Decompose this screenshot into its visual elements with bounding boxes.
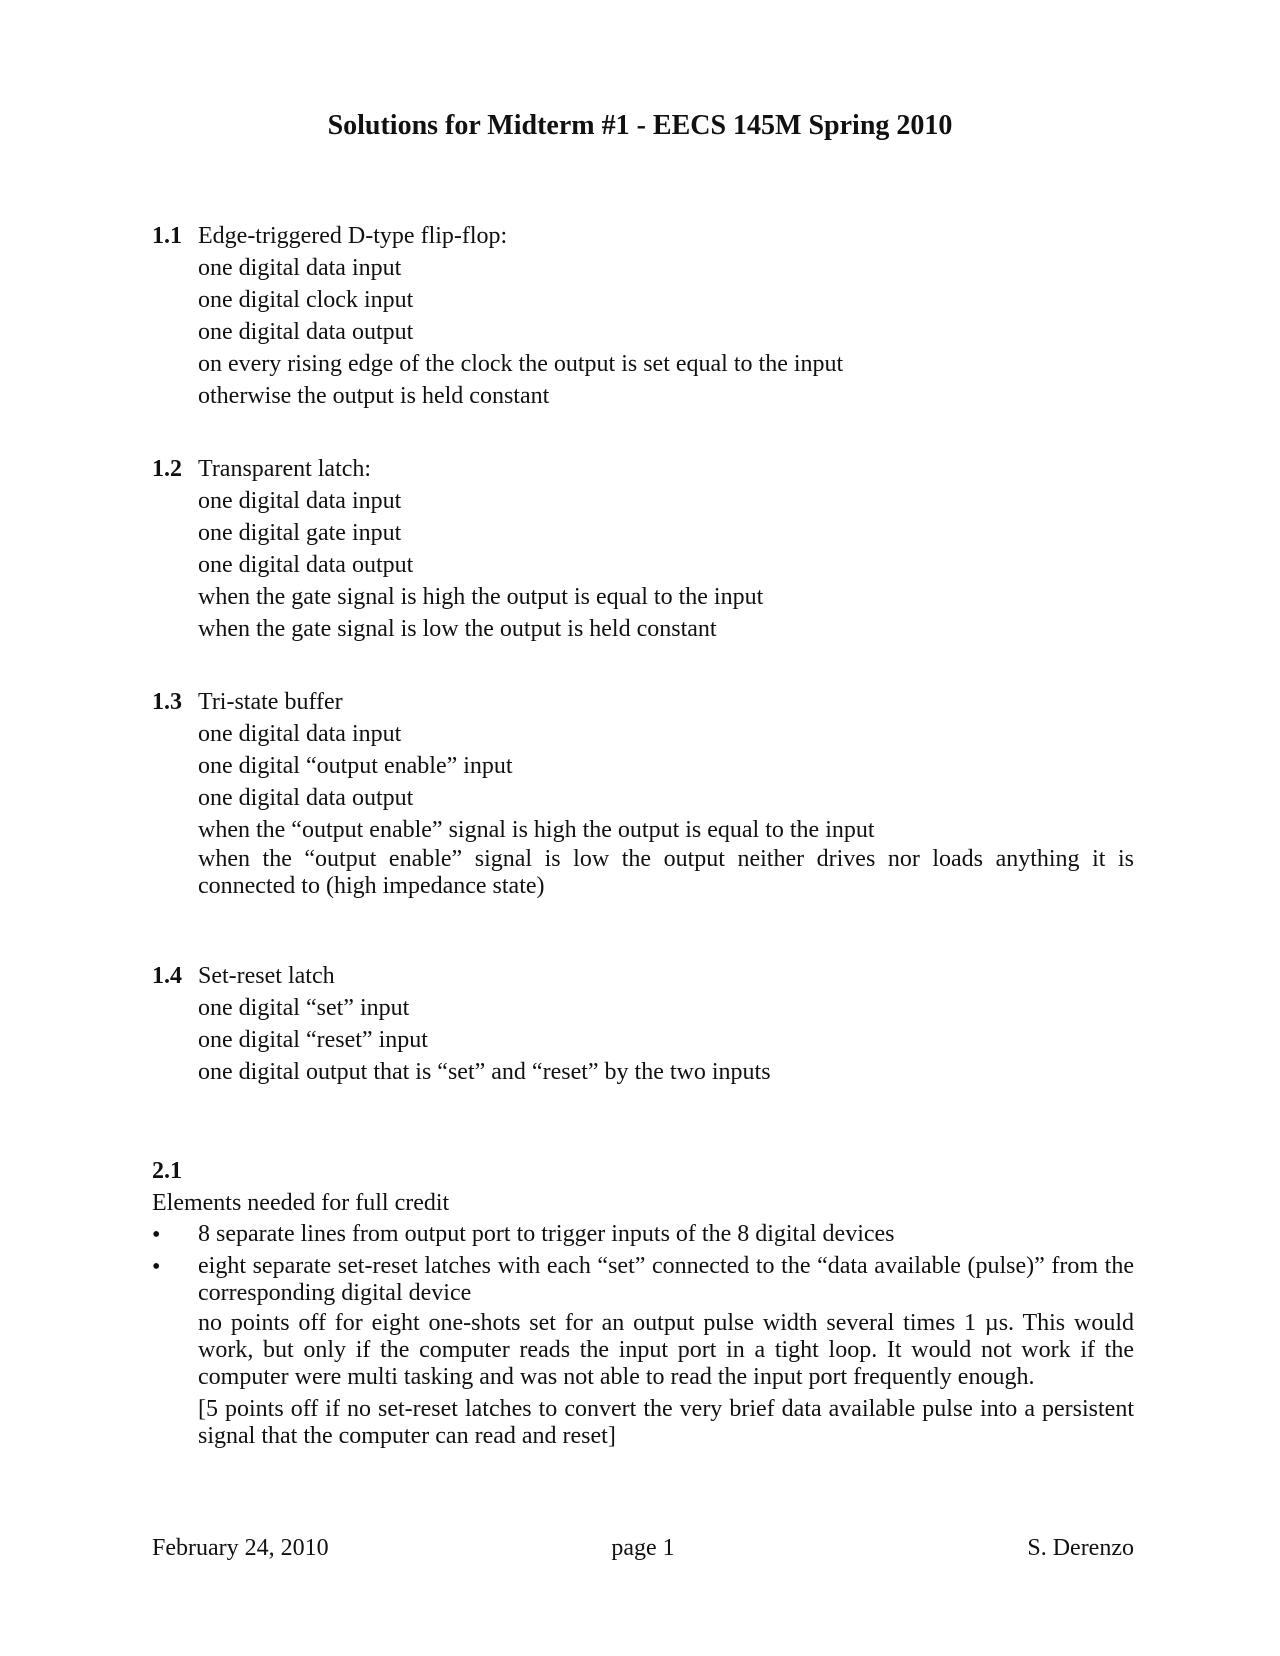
section-line: one digital data input [198,721,402,747]
section-line: when the “output enable” signal is high the output is equal to the input [198,817,875,843]
section-number: 2.1 [152,1158,182,1184]
section-line: one digital output that is “set” and “reset” by the two inputs [198,1059,771,1085]
page-footer [152,1532,1134,1564]
section-heading: Edge-triggered D-type flip-flop: [198,223,508,249]
section-2-1 [152,1155,1134,1450]
section-line: one digital “reset” input [198,1027,428,1053]
footer-date: February 24, 2010 [152,1535,329,1561]
section-line: one digital “output enable” input [198,753,513,779]
section-line: one digital gate input [198,520,402,546]
section-line: one digital data input [198,488,402,514]
section-intro: Elements needed for full credit [152,1190,450,1216]
section-heading: Tri-state buffer [198,689,343,715]
bullet-icon: • [152,1254,161,1280]
section-line: when the “output enable” signal is low the output neither drives nor loads anything it is connected to (high impedance state) [198,846,1134,899]
section-line: one digital data output [198,552,414,578]
section-1-1 [152,220,1134,412]
bullet-text: 8 separate lines from output port to trigger inputs of the 8 digital devices [198,1221,895,1247]
footer-author: S. Derenzo [1027,1535,1134,1561]
section-1-4 [152,960,1134,1088]
bullet-list [152,1219,1134,1310]
paragraph: no points off for eight one-shots set for an output pulse width several times 1 µs. This would work, but only if the computer reads the input port in a tight loop. It would not work if the computer were multi tasking and was not able to read the input port frequently enough. [198,1310,1134,1390]
section-heading: Set-reset latch [198,963,335,989]
footer-page-number: page 1 [611,1535,675,1561]
section-line: one digital data input [198,255,402,281]
section-line: one digital clock input [198,287,414,313]
document-title: Solutions for Midterm #1 - EECS 145M Spring 2010 [327,110,953,141]
bullet-text: eight separate set-reset latches with each “set” connected to the “data available (pulse)” from the corresponding digital device [198,1253,1134,1306]
section-1-2 [152,453,1134,645]
section-line: when the gate signal is low the output is held constant [198,616,717,642]
list-item [152,1251,1134,1310]
paragraph: [5 points off if no set-reset latches to convert the very brief data available pulse into a persistent signal that the computer can read and reset] [198,1396,1134,1449]
section-number: 1.2 [152,456,182,482]
section-number: 1.1 [152,223,182,249]
section-number: 1.3 [152,689,182,715]
bullet-icon: • [152,1222,161,1248]
section-line: when the gate signal is high the output is equal to the input [198,584,764,610]
section-number: 1.4 [152,963,182,989]
section-line: one digital data output [198,319,414,345]
list-item [152,1219,1134,1251]
section-heading: Transparent latch: [198,456,372,482]
section-line: otherwise the output is held constant [198,383,550,409]
section-line: on every rising edge of the clock the output is set equal to the input [198,351,844,377]
section-line: one digital data output [198,785,414,811]
section-line: one digital “set” input [198,995,410,1021]
section-1-3 [152,686,1134,900]
